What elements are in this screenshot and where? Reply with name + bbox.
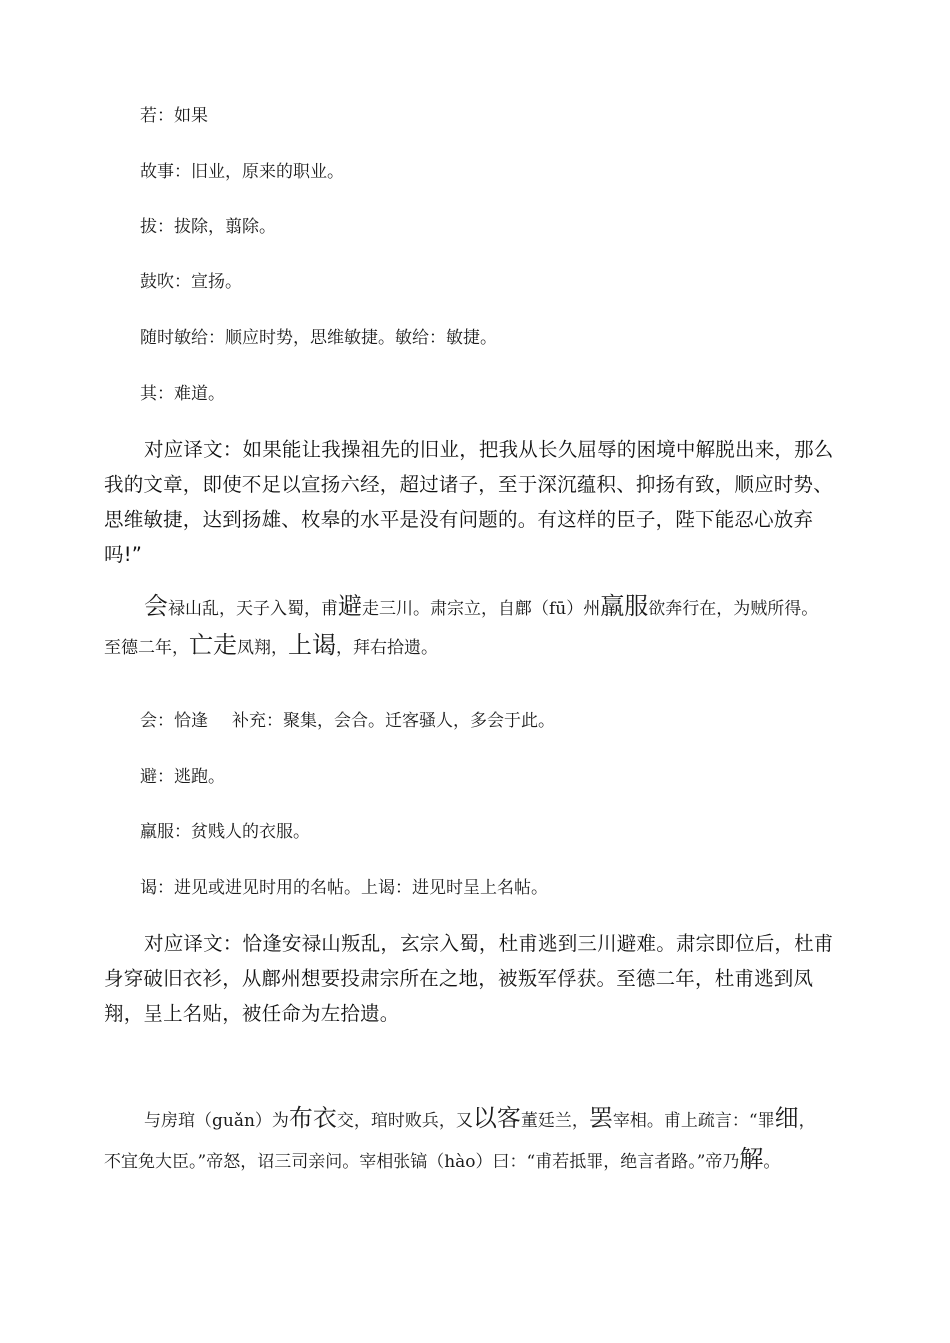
translation-paragraph-1: 对应译文：如果能让我操祖先的旧业，把我从长久屈辱的困境中解脱出来，那么我的文章，即使不足以宣扬六经，超过诸子，至于深沉蕴积、抑扬有致，顺应时势、思维敏捷，达到扬雄、枚皋的水平是没有问题的。有这样的臣子，陛下能忍心放弃吗!” <box>104 438 834 566</box>
keyword-jie: 解 <box>739 1145 764 1173</box>
keyword-yike: 以客 <box>472 1104 521 1132</box>
keyword-leifu: 羸服 <box>600 592 649 620</box>
note-ruo: 若：如果 <box>140 106 208 126</box>
note-guchui: 鼓吹：宣扬。 <box>140 272 242 292</box>
note-ye: 谒：进见或进见时用的名帖。上谒：进见时呈上名帖。 <box>140 878 548 898</box>
original-passage-2 <box>104 1100 849 1182</box>
note-qi: 其：难道。 <box>140 384 225 404</box>
note-ba: 拔：拔除，翦除。 <box>140 217 276 237</box>
keyword-bi: 避 <box>338 592 362 620</box>
keyword-buyi: 布衣 <box>288 1104 337 1132</box>
keyword-shangye: 上谒 <box>288 631 336 659</box>
passage-2-line-1: 与房琯（guǎn）为布衣交，琯时败兵，又以客董廷兰，罢宰相。甫上疏言：“罪细， <box>144 1104 816 1132</box>
passage-1-line-1: 会禄山乱，天子入蜀，甫避走三川。肃宗立，自鄜（fū）州羸服欲奔行在，为贼所得。 <box>144 592 819 620</box>
note-suishi-mingei: 随时敏给：顺应时势，思维敏捷。敏给：敏捷。 <box>140 328 497 348</box>
keyword-xi: 细 <box>774 1104 799 1132</box>
note-bi: 避：逃跑。 <box>140 767 225 787</box>
keyword-ba: 罢 <box>588 1104 613 1132</box>
translation-paragraph-2: 对应译文：恰逢安禄山叛乱，玄宗入蜀，杜甫逃到三川避难。肃宗即位后，杜甫身穿破旧衣衫，从鄜州想要投肃宗所在之地，被叛军俘获。至德二年，杜甫逃到凤翔，呈上名贴，被任命为左拾遗。 <box>104 932 834 1025</box>
note-leifu: 羸服：贫贱人的衣服。 <box>140 822 310 842</box>
note-hui: 会：恰逢 补充：聚集，会合。迁客骚人，多会于此。 <box>140 711 555 731</box>
keyword-wangzou: 亡走 <box>189 631 237 659</box>
passage-2-line-2: 不宜免大臣。”帝怒，诏三司亲问。宰相张镐（hào）曰：“甫若抵罪，绝言者路。”帝乃解。 <box>104 1145 781 1173</box>
keyword-hui: 会 <box>144 592 168 620</box>
original-passage-1 <box>104 590 849 668</box>
note-gushi: 故事：旧业，原来的职业。 <box>140 162 344 182</box>
passage-1-line-2: 至德二年，亡走凤翔，上谒，拜右拾遗。 <box>104 631 438 659</box>
